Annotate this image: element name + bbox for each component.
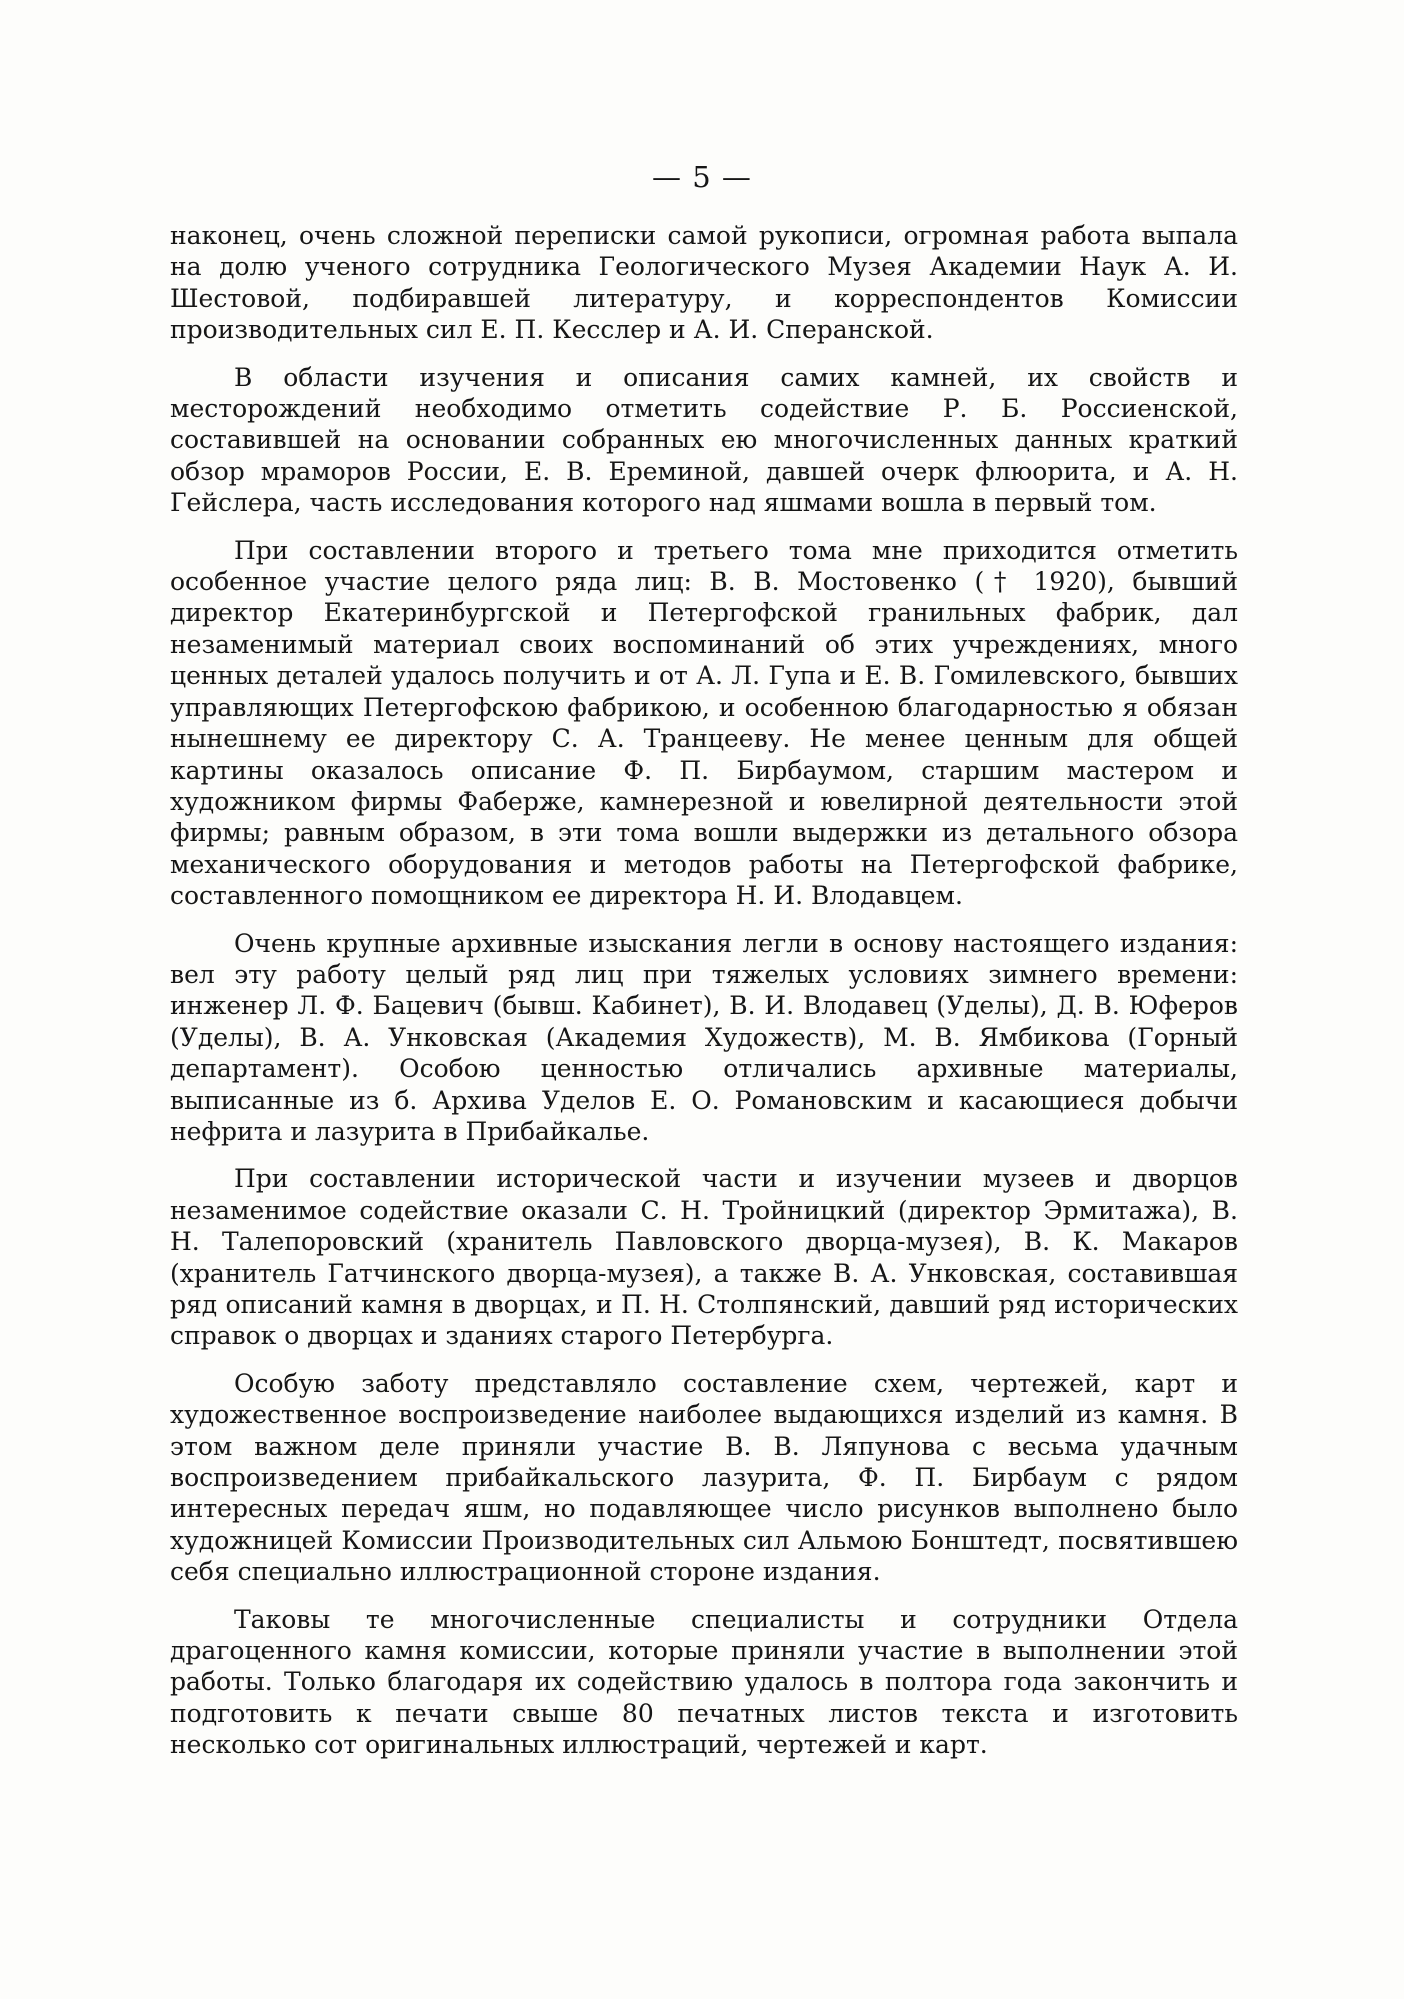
paragraph-continuation: наконец, очень сложной переписки самой рукописи, огромная работа выпала на долю ученого сотрудника Геологического Музея Академии Наук А. И. Шестовой, подбиравшей литературу, и корреспондентов Комиссии производительных сил Е. П. Кесслер и А. И. Сперанской. bbox=[170, 221, 1238, 345]
paragraph-second-third-volume: При составлении второго и третьего тома мне приходится отметить особенное участие целого ряда лиц: В. В. Мостовенко († 1920), бывший директор Екатеринбургской и Петергофской гранильных фабрик, дал незаменимый материал своих воспоминаний об этих учреждениях, много ценных деталей удалось получить и от А. Л. Гупа и Е. В. Гомилевского, бывших управляющих Петергофскою фабрикою, и особенною благодарностью я обязан нынешнему ее директору С. А. Транцееву. Не менее ценным для общей картины оказалось описание Ф. П. Бирбаумом, старшим мастером и художником фирмы Фаберже, камнерезной и ювелирной деятельности этой фирмы; равным образом, в эти тома вошли выдержки из детального обзора механического оборудования и методов работы на Петергофской фабрике, составленного помощником ее директора Н. И. Влодавцем. bbox=[170, 535, 1238, 911]
body-text bbox=[170, 220, 1238, 1777]
paragraph-stone-studies: В области изучения и описания самих камней, их свойств и месторождений необходимо отметить содействие Р. Б. Россиенской, составившей на основании собранных ею многочисленных данных краткий обзор мраморов России, Е. В. Ереминой, давшей очерк флюорита, и А. Н. Гейслера, часть исследования которого над яшмами вошла в первый том. bbox=[170, 362, 1238, 518]
paragraph-conclusion: Таковы те многочисленные специалисты и сотрудники Отдела драгоценного камня комиссии, которые приняли участие в выполнении этой работы. Только благодаря их содействию удалось в полтора года закончить и подготовить к печати свыше 80 печатных листов текста и изготовить несколько сот оригинальных иллюстраций, чертежей и карт. bbox=[170, 1604, 1238, 1760]
paragraph-illustrations: Особую заботу представляло составление схем, чертежей, карт и художественное воспроизведение наиболее выдающихся изделий из камня. В этом важном деле приняли участие В. В. Ляпунова с весьма удачным воспроизведением прибайкальского лазурита, Ф. П. Бирбаум с рядом интересных передач яшм, но подавляющее число рисунков выполнено было художницей Комиссии Производительных сил Альмою Бонштедт, посвятившею себя специально иллюстрационной стороне издания. bbox=[170, 1368, 1238, 1587]
page-number: — 5 — bbox=[652, 160, 752, 194]
paragraph-historical-part: При составлении исторической части и изучении музеев и дворцов незаменимое содействие оказали С. Н. Тройницкий (директор Эрмитажа), В. Н. Талепоровский (хранитель Павловского дворца-музея), В. К. Макаров (хранитель Гатчинского дворца-музея), а также В. А. Унковская, составившая ряд описаний камня в дворцах, и П. Н. Столпянский, давший ряд исторических справок о дворцах и зданиях старого Петербурга. bbox=[170, 1164, 1238, 1351]
paragraph-archival-research: Очень крупные архивные изыскания легли в основу настоящего издания: вел эту работу целый ряд лиц при тяжелых условиях зимнего времени: инженер Л. Ф. Бацевич (бывш. Кабинет), В. И. Влодавец (Уделы), Д. В. Юферов (Уделы), В. А. Унковская (Академия Художеств), М. В. Ямбикова (Горный департамент). Особою ценностью отличались архивные материалы, выписанные из б. Архива Уделов Е. О. Романовским и касающиеся добычи нефрита и лазурита в Прибайкалье. bbox=[170, 928, 1238, 1146]
